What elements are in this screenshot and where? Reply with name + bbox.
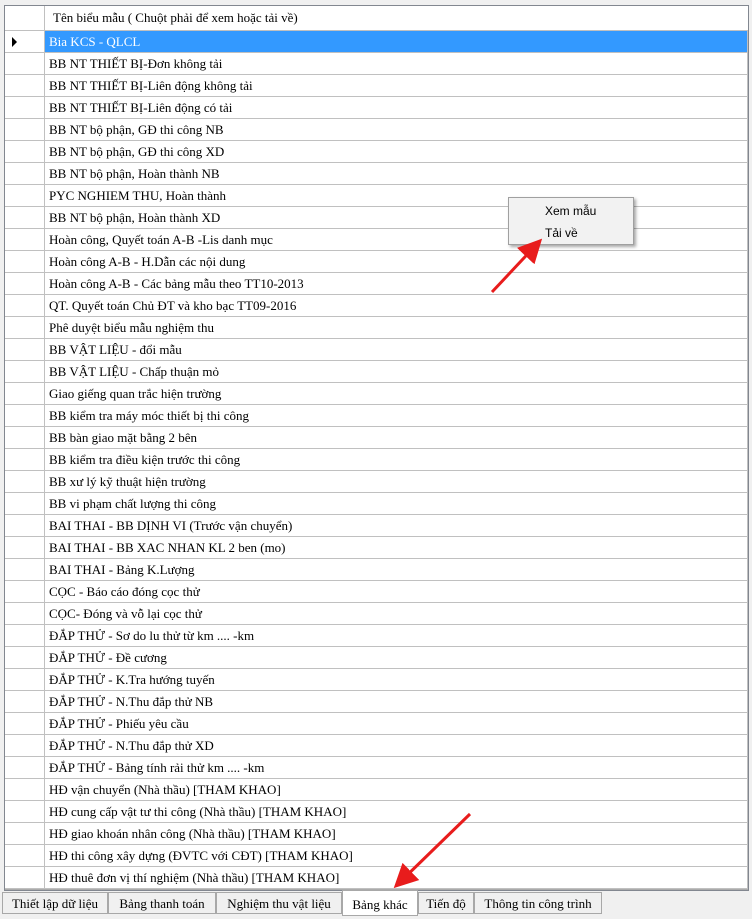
template-name-cell[interactable]: Hoàn công A-B - H.Dẫn các nội dung bbox=[45, 251, 748, 273]
row-header-cell[interactable] bbox=[5, 229, 45, 251]
template-name-cell[interactable]: BB VẬT LIỆU - đổi mẫu bbox=[45, 339, 748, 361]
table-row[interactable] bbox=[5, 141, 748, 163]
row-header-cell[interactable] bbox=[5, 185, 45, 207]
template-name-cell[interactable]: HĐ cung cấp vật tư thi công (Nhà thầu) [THAM KHAO] bbox=[45, 801, 748, 823]
row-header-cell[interactable] bbox=[5, 515, 45, 537]
row-header-cell[interactable] bbox=[5, 537, 45, 559]
template-name-cell[interactable]: HĐ giao khoán nhân công (Nhà thầu) [THAM KHAO] bbox=[45, 823, 748, 845]
template-name-cell[interactable]: ĐẮP THỬ - Đề cương bbox=[45, 647, 748, 669]
tab-bang-khac[interactable]: Bảng khác bbox=[342, 890, 418, 916]
table-row[interactable] bbox=[5, 31, 748, 53]
table-row[interactable] bbox=[5, 405, 748, 427]
table-row[interactable] bbox=[5, 449, 748, 471]
row-header-cell[interactable] bbox=[5, 735, 45, 757]
table-row[interactable] bbox=[5, 559, 748, 581]
table-row[interactable] bbox=[5, 581, 748, 603]
row-header-cell[interactable] bbox=[5, 251, 45, 273]
column-header-ten-bieu-mau[interactable]: Tên biểu mẫu ( Chuột phải để xem hoặc tải về) bbox=[53, 10, 298, 25]
template-name-cell[interactable]: BB NT THIẾT BỊ-Liên động có tải bbox=[45, 97, 748, 119]
row-header-cell[interactable] bbox=[5, 801, 45, 823]
tab-thong-tin-cong-trinh[interactable]: Thông tin công trình bbox=[474, 892, 602, 914]
template-name-cell[interactable]: Bia KCS - QLCL bbox=[45, 31, 748, 53]
template-name-cell[interactable]: BB NT bộ phận, Hoàn thành XD bbox=[45, 207, 748, 229]
row-header-cell[interactable] bbox=[5, 669, 45, 691]
table-row[interactable] bbox=[5, 779, 748, 801]
row-header-cell[interactable] bbox=[5, 603, 45, 625]
row-header-cell[interactable] bbox=[5, 713, 45, 735]
row-header-cell[interactable] bbox=[5, 449, 45, 471]
row-header-cell[interactable] bbox=[5, 581, 45, 603]
table-row[interactable] bbox=[5, 625, 748, 647]
table-row[interactable] bbox=[5, 691, 748, 713]
table-row[interactable] bbox=[5, 251, 748, 273]
table-row[interactable] bbox=[5, 801, 748, 823]
row-header-cell[interactable] bbox=[5, 427, 45, 449]
table-row[interactable] bbox=[5, 75, 748, 97]
template-name-cell[interactable]: BAI THAI - BB XAC NHAN KL 2 ben (mo) bbox=[45, 537, 748, 559]
template-name-cell[interactable]: Phê duyệt biểu mẫu nghiệm thu bbox=[45, 317, 748, 339]
template-name-cell[interactable]: ĐẮP THỬ - Phiếu yêu cầu bbox=[45, 713, 748, 735]
table-row[interactable] bbox=[5, 867, 748, 889]
row-header-cell[interactable] bbox=[5, 361, 45, 383]
tab-bang-thanh-toan[interactable]: Bảng thanh toán bbox=[108, 892, 216, 914]
table-row[interactable] bbox=[5, 361, 748, 383]
template-name-cell[interactable]: BB vi phạm chất lượng thi công bbox=[45, 493, 748, 515]
row-header-cell[interactable] bbox=[5, 757, 45, 779]
table-row[interactable] bbox=[5, 185, 748, 207]
tab-tien-do[interactable]: Tiến độ bbox=[418, 892, 474, 914]
table-row[interactable] bbox=[5, 515, 748, 537]
table-row[interactable] bbox=[5, 229, 748, 251]
template-name-cell[interactable]: HĐ vận chuyển (Nhà thầu) [THAM KHAO] bbox=[45, 779, 748, 801]
table-row[interactable] bbox=[5, 427, 748, 449]
template-name-cell[interactable]: BAI THAI - Bảng K.Lượng bbox=[45, 559, 748, 581]
row-header-cell[interactable] bbox=[5, 691, 45, 713]
template-name-cell[interactable]: ĐẮP THỬ - N.Thu đắp thử XD bbox=[45, 735, 748, 757]
row-header-cell[interactable] bbox=[5, 559, 45, 581]
template-name-cell[interactable]: BB NT THIẾT BỊ-Đơn không tải bbox=[45, 53, 748, 75]
template-name-cell[interactable]: Hoàn công, Quyết toán A-B -Lis danh mục bbox=[45, 229, 748, 251]
template-name-cell[interactable]: HĐ thi công xây dựng (ĐVTC với CĐT) [THAM KHAO] bbox=[45, 845, 748, 867]
menu-item-xem-mau[interactable]: Xem mẫu bbox=[545, 204, 597, 218]
row-header-cell[interactable] bbox=[5, 383, 45, 405]
template-name-cell[interactable]: ĐẮP THỬ - N.Thu đắp thử NB bbox=[45, 691, 748, 713]
data-grid[interactable] bbox=[4, 5, 749, 891]
table-row[interactable] bbox=[5, 163, 748, 185]
template-name-cell[interactable]: Hoàn công A-B - Các bảng mẫu theo TT10-2013 bbox=[45, 273, 748, 295]
table-row[interactable] bbox=[5, 383, 748, 405]
table-row[interactable] bbox=[5, 757, 748, 779]
table-row[interactable] bbox=[5, 537, 748, 559]
row-header-cell[interactable] bbox=[5, 779, 45, 801]
row-header-cell[interactable] bbox=[5, 273, 45, 295]
table-row[interactable] bbox=[5, 735, 748, 757]
row-header-cell[interactable] bbox=[5, 75, 45, 97]
table-row[interactable] bbox=[5, 471, 748, 493]
grid-header-row bbox=[5, 6, 748, 31]
table-row[interactable] bbox=[5, 823, 748, 845]
table-row[interactable] bbox=[5, 295, 748, 317]
table-row[interactable] bbox=[5, 273, 748, 295]
table-row[interactable] bbox=[5, 317, 748, 339]
table-row[interactable] bbox=[5, 97, 748, 119]
row-header-cell[interactable] bbox=[5, 493, 45, 515]
table-row[interactable] bbox=[5, 339, 748, 361]
row-header-cell[interactable] bbox=[5, 31, 45, 53]
menu-item-tai-ve[interactable]: Tải về bbox=[545, 226, 578, 240]
row-header-cell[interactable] bbox=[5, 625, 45, 647]
row-header-cell[interactable] bbox=[5, 845, 45, 867]
bottom-tab-strip bbox=[0, 892, 752, 917]
template-name-cell[interactable]: BB NT bộ phận, Hoàn thành NB bbox=[45, 163, 748, 185]
row-header-cell[interactable] bbox=[5, 53, 45, 75]
template-name-cell[interactable]: BB VẬT LIỆU - Chấp thuận mỏ bbox=[45, 361, 748, 383]
template-name-cell[interactable]: BB kiểm tra máy móc thiết bị thi công bbox=[45, 405, 748, 427]
template-name-cell[interactable]: CỌC - Báo cáo đóng cọc thử bbox=[45, 581, 748, 603]
row-header-cell[interactable] bbox=[5, 823, 45, 845]
table-row[interactable] bbox=[5, 603, 748, 625]
template-name-cell[interactable]: ĐẮP THỬ - Bảng tính rải thử km .... -km bbox=[45, 757, 748, 779]
template-name-cell[interactable]: BB NT THIẾT BỊ-Liên động không tải bbox=[45, 75, 748, 97]
row-header-cell[interactable] bbox=[5, 317, 45, 339]
row-header-cell[interactable] bbox=[5, 867, 45, 889]
row-header-cell[interactable] bbox=[5, 405, 45, 427]
row-header-cell[interactable] bbox=[5, 163, 45, 185]
row-header-cell[interactable] bbox=[5, 141, 45, 163]
template-name-cell[interactable]: HĐ thuê đơn vị thí nghiệm (Nhà thầu) [THAM KHAO] bbox=[45, 867, 748, 889]
template-name-cell[interactable]: BB NT bộ phận, GĐ thi công NB bbox=[45, 119, 748, 141]
tab-thiet-lap-du-lieu[interactable]: Thiết lập dữ liệu bbox=[2, 892, 108, 914]
row-header-cell[interactable] bbox=[5, 207, 45, 229]
template-name-cell[interactable]: BB xư lý kỹ thuật hiện trường bbox=[45, 471, 748, 493]
row-header-cell[interactable] bbox=[5, 339, 45, 361]
template-name-cell[interactable]: BAI THAI - BB DỊNH VI (Trước vận chuyển) bbox=[45, 515, 748, 537]
row-header-cell[interactable] bbox=[5, 471, 45, 493]
grid-corner-cell[interactable] bbox=[5, 6, 45, 30]
row-header-cell[interactable] bbox=[5, 97, 45, 119]
row-header-cell[interactable] bbox=[5, 119, 45, 141]
template-name-cell[interactable]: ĐẮP THỬ - Sơ do lu thử từ km .... -km bbox=[45, 625, 748, 647]
table-row[interactable] bbox=[5, 713, 748, 735]
table-row[interactable] bbox=[5, 669, 748, 691]
template-name-cell[interactable]: ĐẮP THỬ - K.Tra hướng tuyến bbox=[45, 669, 748, 691]
grid-rows bbox=[5, 31, 748, 889]
table-row[interactable] bbox=[5, 53, 748, 75]
row-header-cell[interactable] bbox=[5, 295, 45, 317]
template-name-cell[interactable]: QT. Quyết toán Chủ ĐT và kho bạc TT09-2016 bbox=[45, 295, 748, 317]
table-row[interactable] bbox=[5, 119, 748, 141]
tab-nghiem-thu-vat-lieu[interactable]: Nghiệm thu vật liệu bbox=[216, 892, 342, 914]
template-name-cell[interactable]: PYC NGHIEM THU, Hoàn thành bbox=[45, 185, 748, 207]
table-row[interactable] bbox=[5, 845, 748, 867]
context-menu bbox=[508, 197, 634, 245]
template-name-cell[interactable]: BB kiểm tra điều kiện trước thi công bbox=[45, 449, 748, 471]
template-name-cell[interactable]: Giao giếng quan trắc hiện trường bbox=[45, 383, 748, 405]
current-row-arrow-icon bbox=[12, 37, 17, 47]
template-name-cell[interactable]: CỌC- Đóng và vỗ lại cọc thử bbox=[45, 603, 748, 625]
table-row[interactable] bbox=[5, 647, 748, 669]
row-header-cell[interactable] bbox=[5, 647, 45, 669]
table-row[interactable] bbox=[5, 493, 748, 515]
template-name-cell[interactable]: BB bàn giao mặt bằng 2 bên bbox=[45, 427, 748, 449]
template-name-cell[interactable]: BB NT bộ phận, GĐ thi công XD bbox=[45, 141, 748, 163]
table-row[interactable] bbox=[5, 207, 748, 229]
